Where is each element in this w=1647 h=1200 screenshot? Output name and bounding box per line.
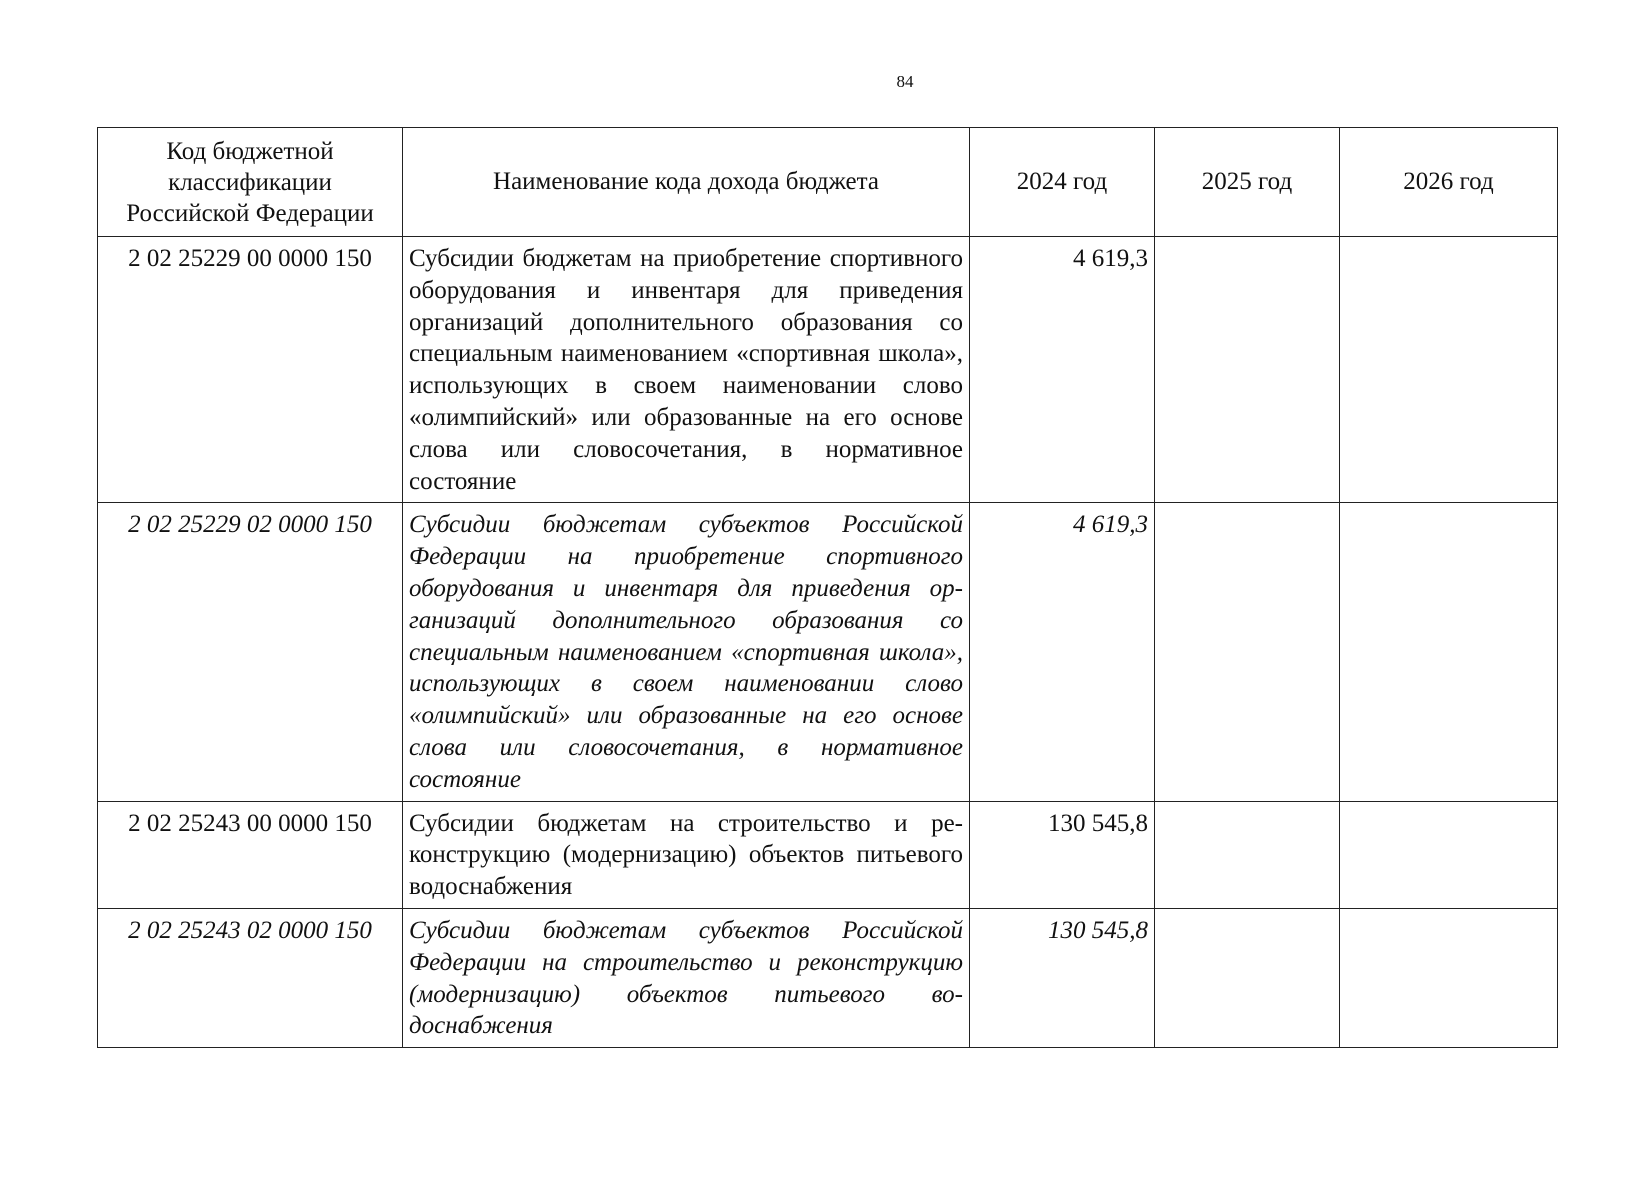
row-amount-2024: 130 545,8 bbox=[970, 801, 1155, 908]
table-row bbox=[98, 801, 1558, 908]
row-amount-2025 bbox=[1155, 801, 1340, 908]
row-amount-2026 bbox=[1340, 503, 1558, 801]
row-name: Субсидии бюджетам субъектов Российской Федерации на строительство и реконструкцию (модернизацию) объектов питьевого водоснабжения bbox=[403, 908, 970, 1047]
table-row bbox=[98, 237, 1558, 503]
table-header-row bbox=[98, 128, 1558, 237]
row-code: 2 02 25229 02 0000 150 bbox=[98, 503, 403, 801]
header-2026: 2026 год bbox=[1340, 128, 1558, 237]
row-amount-2024: 4 619,3 bbox=[970, 503, 1155, 801]
row-code: 2 02 25243 02 0000 150 bbox=[98, 908, 403, 1047]
budget-income-table bbox=[97, 127, 1558, 1048]
header-code: Код бюджетной классификации Российской Федерации bbox=[98, 128, 403, 237]
row-amount-2025 bbox=[1155, 908, 1340, 1047]
row-amount-2025 bbox=[1155, 237, 1340, 503]
table-row bbox=[98, 908, 1558, 1047]
row-code: 2 02 25243 00 0000 150 bbox=[98, 801, 403, 908]
header-name: Наименование кода дохода бюджета bbox=[403, 128, 970, 237]
row-amount-2026 bbox=[1340, 908, 1558, 1047]
header-2024: 2024 год bbox=[970, 128, 1155, 237]
page-number: 84 bbox=[896, 72, 914, 91]
row-amount-2024: 4 619,3 bbox=[970, 237, 1155, 503]
row-code: 2 02 25229 00 0000 150 bbox=[98, 237, 403, 503]
row-amount-2026 bbox=[1340, 801, 1558, 908]
row-name: Субсидии бюджетам субъектов Российской Федерации на приобретение спортивного оборудования и инвентаря для приведения организаций дополнительного образования со специальным наименованием «спортивная школа», использующих в своем наименовании слово «олимпийский» или образованные на его основе слова или словосочетания, в нормативное состояние bbox=[403, 503, 970, 801]
row-amount-2025 bbox=[1155, 503, 1340, 801]
row-amount-2026 bbox=[1340, 237, 1558, 503]
header-2025: 2025 год bbox=[1155, 128, 1340, 237]
table-row bbox=[98, 503, 1558, 801]
row-amount-2024: 130 545,8 bbox=[970, 908, 1155, 1047]
row-name: Субсидии бюджетам на приобретение спортивного оборудования и инвентаря для приведения организаций дополнительного образования со специальным наименованием «спортивная школа», использующих в своем наименовании слово «олимпийский» или образованные на его основе слова или словосочетания, в нормативное состояние bbox=[403, 237, 970, 503]
row-name: Субсидии бюджетам на строительство и реконструкцию (модернизацию) объектов питьевого водоснабжения bbox=[403, 801, 970, 908]
